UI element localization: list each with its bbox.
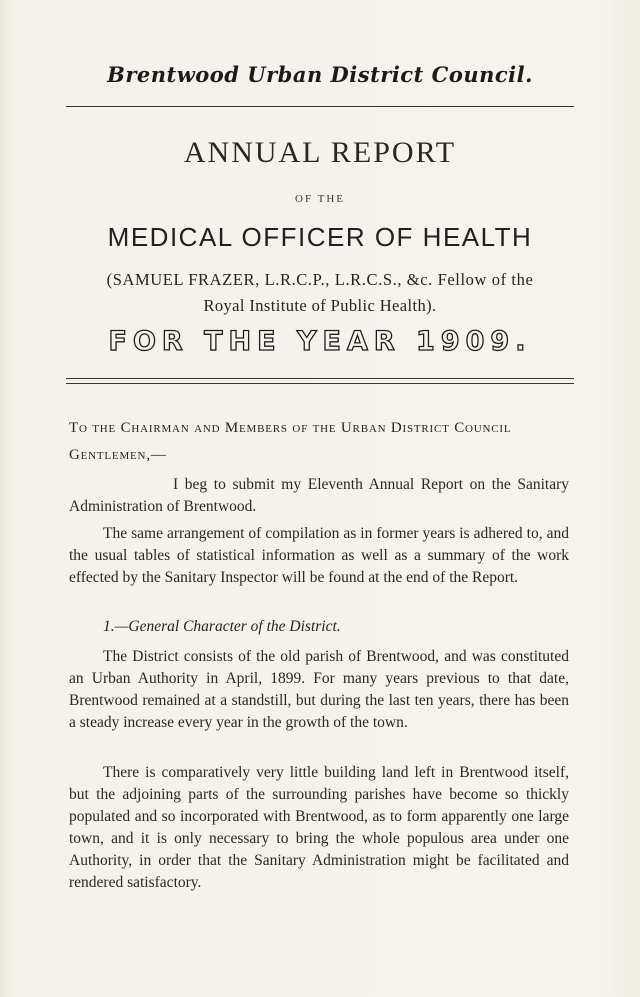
council-heading: Brentwood Urban District Council. (107, 62, 533, 87)
header-rule (66, 106, 574, 107)
officer-line-2: Royal Institute of Public Health). (203, 296, 437, 315)
greeting: Gentlemen,— (69, 447, 167, 463)
of-the-label: OF THE (295, 193, 345, 205)
paragraph-1: I beg to submit my Eleventh Annual Report on the Sanitary Administration of Brentwood. (69, 476, 569, 515)
section-heading: 1.—General Character of the District. (103, 618, 341, 635)
report-year: FOR THE YEAR 1909. (108, 326, 532, 357)
paragraph-2: The same arrangement of compilation as in former years is adhered to, and the usual tables of statistical information as well as a summary of the work effected by the Sanitary Inspector will be found at the end of the Report. (69, 525, 569, 586)
salutation: To the Chairman and Members of the Urban District Council (69, 420, 512, 436)
paragraph-4: There is comparatively very little building land left in Brentwood itself, but the adjoining parts of the surrounding parishes have become so thickly populated and so incorporated with Brentwood, as to form apparently one large town, and it is only necessary to bring the whole populous area under one Authority, in order that the Sanitary Administration might be facilitated and rendered satisfactory. (69, 764, 569, 891)
section-divider (66, 378, 574, 384)
report-title: ANNUAL REPORT (183, 136, 457, 169)
office-title: MEDICAL OFFICER OF HEALTH (107, 222, 533, 252)
paragraph-3: The District consists of the old parish of Brentwood, and was constituted an Urban Authority in April, 1899. For many years previous to that date, Brentwood remained at a standstill, but during the last ten years, there has been a steady increase every year in the growth of the town. (69, 648, 569, 731)
officer-line-1: (SAMUEL FRAZER, L.R.C.P., L.R.C.S., &c. Fellow of the (106, 270, 534, 289)
